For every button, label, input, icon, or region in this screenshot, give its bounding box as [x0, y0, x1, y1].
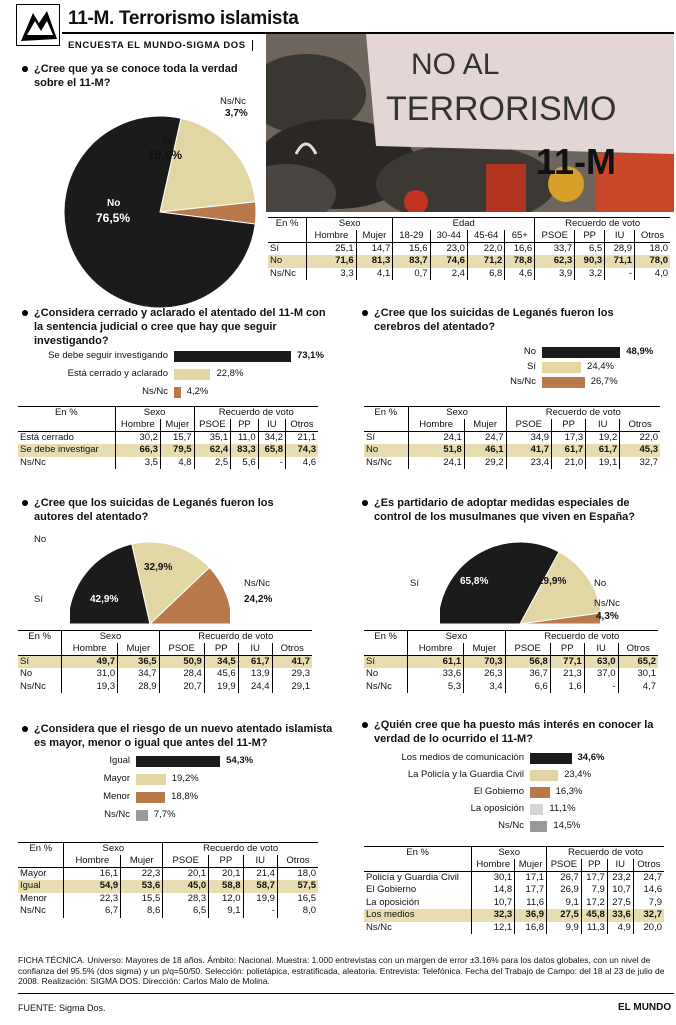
- q1-value-no: 76,5%: [96, 211, 131, 225]
- q6-bar-chart: [18, 755, 338, 825]
- q6-table: En % Sexo Recuerdo de voto Hombre Mujer PSOE PP IU Otros Mayor 16,1 22,3 20,1 20,1 21,4 18,0 Igual 54,9 53,6 45,0 58,8 58,7 57,5 Menor 22,3 15,5 28,3 12,0 19,9 16,5 Ns/Nc 6,7 8,6 6,5 9,1 - 8,0: [20, 843, 316, 917]
- q4-half-pie-chart: [70, 538, 230, 628]
- table-row: Ns/Nc 3,5 4,8 2,5 5,6 - 4,6: [20, 456, 316, 468]
- q4-label-si: Sí: [34, 594, 43, 605]
- question-1: ¿Cree que ya se conoce toda la verdad sobre el 11-M?: [34, 62, 259, 90]
- q7-table: En % Sexo Recuerdo de voto Hombre Mujer PSOE PP IU Otros Policía y Guardia Civil 30,1 17,1 26,7 17,7 23,2 24,7 El Gobierno 14,8 17,7 26,9 7,9 10,7 14,6 La oposición 10,7 11,6 9,1 17,2 27,5 7,9 Los medios 32,3 36,9 27,5 45,8 33,6 32,7 Ns/Nc 12,1 16,8 9,9 11,3 4,9 20,0: [366, 847, 662, 933]
- q2-bar-chart: [18, 350, 338, 400]
- bar-label: Ns/Nc: [142, 386, 168, 397]
- bar-value: 4,2%: [186, 386, 209, 397]
- bar-label: Sí: [527, 361, 536, 372]
- bullet-icon: [22, 66, 28, 72]
- bar: [530, 787, 550, 798]
- question-2: ¿Considera cerrado y aclarado el atentado del 11-M con la sentencia judicial o cree que hay que seguir investigando?: [34, 306, 334, 348]
- bar-value: 54,3%: [226, 755, 254, 766]
- q5-label-nsnc: Ns/Nc: [594, 598, 620, 609]
- bar-label: El Gobierno: [473, 786, 524, 797]
- bar-value: 19,2%: [171, 773, 199, 784]
- bar-label: Los medios de comunicación: [401, 752, 524, 763]
- bar-label: Ns/Nc: [510, 376, 536, 387]
- table-row: No 51,8 46,1 41,7 61,7 61,7 45,3: [366, 444, 658, 456]
- table-row: Ns/Nc 12,1 16,8 9,9 11,3 4,9 20,0: [366, 921, 662, 933]
- q4-value-no: 32,9%: [144, 562, 173, 573]
- brand-label: EL MUNDO: [618, 1002, 672, 1013]
- header-logo: [16, 4, 60, 46]
- bar: [174, 351, 291, 362]
- q4-value-si: 42,9%: [90, 594, 119, 605]
- table-row: El Gobierno 14,8 17,7 26,9 7,9 10,7 14,6: [366, 884, 662, 896]
- table-row: Sí 61,1 70,3 56,8 77,1 63,0 65,2: [366, 656, 656, 667]
- table-row: No 31,0 34,7 28,4 45,6 13,9 29,3: [20, 668, 310, 680]
- bar-label: La Policía y la Guardia Civil: [407, 769, 524, 780]
- bar-value: 26,7%: [590, 376, 618, 387]
- table-row: Ns/Nc 3,3 4,1 0,7 2,4 6,8 4,6 3,9 3,2 - 4,0: [270, 267, 668, 279]
- bar: [136, 810, 148, 821]
- table-row: Se debe investigar 66,3 79,5 62,4 83,3 65,8 74,3: [20, 444, 316, 456]
- bar-value: 16,3%: [555, 786, 583, 797]
- table-row: No 71,6 81,3 83,7 74,6 71,2 78,8 62,3 90,3 71,1 78,0: [270, 255, 668, 267]
- q7-bar-chart: [366, 752, 666, 838]
- bar-label: La oposición: [470, 803, 524, 814]
- table-row: No 33,6 26,3 36,7 21,3 37,0 30,1: [366, 668, 656, 680]
- bar-label: No: [523, 346, 536, 357]
- table-row: Sí 25,1 14,7 15,6 23,0 22,0 16,6 33,7 6,5 28,9 18,0: [270, 243, 668, 254]
- q5-table: En % Sexo Recuerdo de voto Hombre Mujer PSOE PP IU Otros Sí 61,1 70,3 56,8 77,1 63,0 65,2 No 33,6 26,3 36,7 21,3 37,0 30,1 Ns/Nc 5,3 3,4 6,6 1,6 - 4,7: [366, 631, 656, 692]
- q5-value-si: 65,8%: [460, 576, 489, 587]
- question-5: ¿Es partidario de adoptar medidas especiales de control de los musulmanes que viven en España?: [374, 496, 664, 524]
- bar: [542, 347, 620, 358]
- bullet-icon: [362, 722, 368, 728]
- technical-sheet: FICHA TÉCNICA. Universo: Mayores de 18 años. Ámbito: Nacional. Muestra: 1.000 entrevistas con un margen de error ±3.16% para los datos globales, con un nivel de confianza del 95.5% (dos sigma) y un p/q=50/50. Selección: polietápica, estratificada, aleatoria. Entrevista: Telefónica. Fecha del Trabajo de Campo: del 18 al 23 de julio de 2008. Realización: SIGMA DOS. Dirección: Carlos Malo de Molina.: [18, 955, 665, 986]
- q2-table: En % Sexo Recuerdo de voto Hombre Mujer PSOE PP IU Otros Está cerrado 30,2 15,7 35,1 11,0 34,2 21,1 Se debe investigar 66,3 79,5 62,4 83,3 65,8 74,3 Ns/Nc 3,5 4,8 2,5 5,6 - 4,6: [20, 407, 316, 468]
- q5-value-no: 29,9%: [538, 576, 567, 587]
- bar-value: 73,1%: [296, 350, 324, 361]
- bar: [530, 804, 543, 815]
- bar-label: Mayor: [103, 773, 130, 784]
- q1-label-si: Sí: [162, 136, 172, 147]
- table-row: Ns/Nc 6,7 8,6 6,5 9,1 - 8,0: [20, 905, 316, 917]
- sign-line-1: NO AL: [411, 48, 500, 81]
- bar-value: 22,8%: [216, 368, 244, 379]
- q3-bar-chart: [366, 346, 666, 396]
- bar-value: 23,4%: [564, 769, 592, 780]
- bullet-icon: [22, 500, 28, 506]
- bar-label: Ns/Nc: [498, 820, 524, 831]
- q1-pie-chart: [60, 112, 260, 312]
- table-row: La oposición 10,7 11,6 9,1 17,2 27,5 7,9: [366, 896, 662, 908]
- bar: [136, 756, 220, 767]
- q1-table: En % Sexo Edad Recuerdo de voto Hombre Mujer 18-29 30-44 45-64 65+ PSOE PP IU Otros Sí 25,1 14,7 15,6 23,0 22,0 16,6 33,7 6,5 28,9 18,0 No 71,6 81,3 83,7 74,6 71,2 78,8 62,3 90,3 71,1 78,0 Ns/Nc 3,3 4,1 0,7 2,4 6,8 4,6 3,9 3,2 - 4,0: [270, 218, 668, 279]
- bar-label: Menor: [103, 791, 130, 802]
- bar-value: 14,5%: [553, 820, 581, 831]
- bar: [174, 369, 210, 380]
- question-7: ¿Quién cree que ha puesto más interés en conocer la verdad de lo ocurrido el 11-M?: [374, 718, 664, 746]
- q1-value-si: 19,8%: [148, 148, 183, 162]
- bar-label: Igual: [109, 755, 130, 766]
- photo-11m-overlay: 11-M: [536, 141, 617, 182]
- bar-label: Se debe seguir investigando: [48, 350, 168, 361]
- question-3: ¿Cree que los suicidas de Leganés fueron los cerebros del atentado?: [374, 306, 644, 334]
- bar: [136, 792, 165, 803]
- source-label: FUENTE: Sigma Dos.: [18, 1003, 106, 1013]
- logo-icon: [17, 5, 61, 47]
- bar: [542, 377, 585, 388]
- q5-value-nsnc: 4,3%: [596, 611, 619, 622]
- table-row: Ns/Nc 19,3 28,9 20,7 19,9 24,4 29,1: [20, 680, 310, 692]
- table-row: Sí 24,1 24,7 34,9 17,3 19,2 22,0: [366, 432, 658, 443]
- bar: [136, 774, 166, 785]
- protest-photo: [266, 34, 674, 212]
- table-row: Los medios 32,3 36,9 27,5 45,8 33,6 32,7: [366, 909, 662, 921]
- table-row: Sí 49,7 36,5 50,9 34,5 61,7 41,7: [20, 656, 310, 667]
- survey-source: ENCUESTA EL MUNDO-SIGMA DOS: [68, 40, 253, 51]
- question-6: ¿Considera que el riesgo de un nuevo atentado islamista es mayor, menor o igual que antes del 11-M?: [34, 722, 344, 750]
- bar-value: 48,9%: [626, 346, 654, 357]
- table-row: Igual 54,9 53,6 45,0 58,8 58,7 57,5: [20, 880, 316, 892]
- q4-value-nsnc: 24,2%: [244, 594, 273, 605]
- table-row: Está cerrado 30,2 15,7 35,1 11,0 34,2 21,1: [20, 432, 316, 443]
- table-row: Mayor 16,1 22,3 20,1 20,1 21,4 18,0: [20, 868, 316, 879]
- table-row: Policía y Guardia Civil 30,1 17,1 26,7 17,7 23,2 24,7: [366, 872, 662, 883]
- bullet-icon: [362, 500, 368, 506]
- q4-label-nsnc: Ns/Nc: [244, 578, 270, 589]
- bar-label: Ns/Nc: [104, 809, 130, 820]
- bar-label: Está cerrado y aclarado: [67, 368, 168, 379]
- q4-table: En % Sexo Recuerdo de voto Hombre Mujer PSOE PP IU Otros Sí 49,7 36,5 50,9 34,5 61,7 41,7 No 31,0 34,7 28,4 45,6 13,9 29,3 Ns/Nc 19,3 28,9 20,7 19,9 24,4 29,1: [20, 631, 310, 692]
- bullet-icon: [362, 310, 368, 316]
- q5-label-si: Sí: [410, 578, 419, 589]
- bar-value: 11,1%: [549, 803, 576, 814]
- q1-value-nsnc: 3,7%: [225, 108, 248, 119]
- table-row: Menor 22,3 15,5 28,3 12,0 19,9 16,5: [20, 892, 316, 904]
- q1-label-nsnc: Ns/Nc: [220, 96, 246, 107]
- bar: [542, 362, 581, 373]
- bar: [530, 753, 572, 764]
- footer-rule: [18, 993, 674, 994]
- bar-value: 24,4%: [587, 361, 614, 372]
- bullet-icon: [22, 310, 28, 316]
- q3-table: En % Sexo Recuerdo de voto Hombre Mujer PSOE PP IU Otros Sí 24,1 24,7 34,9 17,3 19,2 22,0 No 51,8 46,1 41,7 61,7 61,7 45,3 Ns/Nc 24,1 29,2 23,4 21,0 19,1 32,7: [366, 407, 658, 468]
- bar-value: 34,6%: [577, 752, 605, 763]
- bullet-icon: [22, 726, 28, 732]
- question-4: ¿Cree que los suicidas de Leganés fueron los autores del atentado?: [34, 496, 304, 524]
- bar: [530, 821, 547, 832]
- q1-label-no: No: [107, 198, 121, 209]
- table-row: Ns/Nc 24,1 29,2 23,4 21,0 19,1 32,7: [366, 456, 658, 468]
- sign-line-2: TERRORISMO: [386, 90, 617, 128]
- bar-value: 7,7%: [153, 809, 176, 820]
- bar-value: 18,8%: [171, 791, 199, 802]
- q5-label-no: No: [594, 578, 607, 589]
- page-title: 11-M. Terrorismo islamista: [68, 8, 299, 29]
- bar: [530, 770, 558, 781]
- q4-label-no: No: [34, 534, 47, 545]
- bar: [174, 387, 181, 398]
- table-row: Ns/Nc 5,3 3,4 6,6 1,6 - 4,7: [366, 680, 656, 692]
